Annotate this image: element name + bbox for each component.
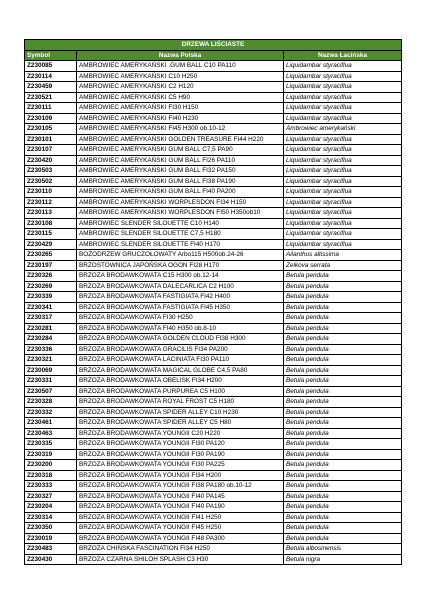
table-row xyxy=(25,176,402,187)
cell-polish-name: BRZOZA BRODAWKOWATA LACINIATA FI30 PA110 xyxy=(77,355,284,366)
cell-polish-name: BRZOZA BRODAWKOWATA MAGICAL GLOBE C4,5 PA80 xyxy=(77,365,284,376)
cell-symbol: Z230483 xyxy=(25,544,77,555)
cell-latin-name: Betula pendula xyxy=(284,313,402,324)
table-row xyxy=(25,229,402,240)
cell-latin-name: Liquidambar styraciflua xyxy=(284,208,402,219)
cell-polish-name: BRZOZA CHIŃSKA FASCINATION FI34 H250 xyxy=(77,544,284,555)
cell-symbol: Z230069 xyxy=(25,365,77,376)
cell-symbol: Z230109 xyxy=(25,113,77,124)
table-row xyxy=(25,470,402,481)
cell-latin-name: Liquidambar styraciflua xyxy=(284,103,402,114)
cell-polish-name: AMBROWIEC AMERYKAŃSKI C5 H90 xyxy=(77,92,284,103)
table-row xyxy=(25,344,402,355)
table-row xyxy=(25,334,402,345)
table-row xyxy=(25,544,402,555)
cell-polish-name: AMBROWIEC SLENDER SILOUETTE FI40 H170 xyxy=(77,239,284,250)
cell-polish-name: BRZOZA BRODAWKOWATA SPIDER ALLEY C5 H80 xyxy=(77,418,284,429)
table-row xyxy=(25,428,402,439)
cell-symbol: Z230085 xyxy=(25,61,77,72)
cell-latin-name: Liquidambar styraciflua xyxy=(284,229,402,240)
cell-latin-name: Liquidambar styraciflua xyxy=(284,71,402,82)
table-row xyxy=(25,124,402,135)
cell-symbol: Z230327 xyxy=(25,491,77,502)
cell-latin-name: Betula pendula xyxy=(284,292,402,303)
table-row xyxy=(25,523,402,534)
cell-polish-name: AMBROWIEC AMERYKAŃSKI GUM BALL FI40 PA200 xyxy=(77,187,284,198)
cell-symbol: Z230265 xyxy=(25,250,77,261)
table-row xyxy=(25,376,402,387)
cell-latin-name: Betula pendula xyxy=(284,407,402,418)
cell-polish-name: BRZOZA BRODAWKOWATA YOUNGII C20 H220 xyxy=(77,428,284,439)
cell-symbol: Z230420 xyxy=(25,155,77,166)
cell-symbol: Z230107 xyxy=(25,145,77,156)
cell-polish-name: AMBROWIEC AMERYKAŃSKI FI40 H230 xyxy=(77,113,284,124)
table-row xyxy=(25,155,402,166)
cell-symbol: Z230318 xyxy=(25,470,77,481)
cell-latin-name: Liquidambar styraciflua xyxy=(284,134,402,145)
cell-latin-name: Betula pendula xyxy=(284,334,402,345)
table-body xyxy=(25,61,402,565)
cell-polish-name: BRZOZA BRODAWKOWATA YOUNGII FI41 H250 xyxy=(77,512,284,523)
table-title: DRZEWA LIŚCIASTE xyxy=(25,40,402,51)
cell-polish-name: AMBROWIEC AMERYKAŃSKI GUM BALL C7,5 PA90 xyxy=(77,145,284,156)
cell-polish-name: BRZOZA BRODAWKOWATA YOUNGII FI30 PA225 xyxy=(77,460,284,471)
table-row xyxy=(25,313,402,324)
table-row xyxy=(25,92,402,103)
cell-latin-name: Liquidambar styraciflua xyxy=(284,176,402,187)
cell-polish-name: AMBROWIEC AMERYKAŃSKI FI45 H300 ob.10-12 xyxy=(77,124,284,135)
cell-polish-name: AMBROWIEC AMERYKAŃSKI GUM BALL FI26 PA110 xyxy=(77,155,284,166)
table-row xyxy=(25,281,402,292)
cell-symbol: Z230502 xyxy=(25,176,77,187)
cell-symbol: Z230332 xyxy=(25,407,77,418)
cell-symbol: Z230204 xyxy=(25,502,77,513)
cell-latin-name: Liquidambar styraciflua xyxy=(284,166,402,177)
cell-polish-name: BRZOZA BRODAWKOWATA FASTIGIATA FI42 H400 xyxy=(77,292,284,303)
cell-symbol: Z230101 xyxy=(25,134,77,145)
cell-symbol: Z230115 xyxy=(25,229,77,240)
cell-polish-name: BOŻODRZEW GRUCZOŁOWATY Arbo115 H500ob.24-26 xyxy=(77,250,284,261)
table-row xyxy=(25,292,402,303)
table-row xyxy=(25,397,402,408)
cell-symbol: Z230314 xyxy=(25,512,77,523)
cell-symbol: Z230461 xyxy=(25,418,77,429)
cell-polish-name: BRZOZA BRODAWKOWATA YOUNGII FI30 PA120 xyxy=(77,439,284,450)
table-row xyxy=(25,187,402,198)
cell-latin-name: Ambrowiec amerykański xyxy=(284,124,402,135)
cell-symbol: Z230429 xyxy=(25,239,77,250)
column-header-symbol: Symbol xyxy=(25,50,77,61)
cell-symbol: Z230339 xyxy=(25,292,77,303)
cell-polish-name: BRZOZA BRODAWKOWATA OBELISK FI34 H200 xyxy=(77,376,284,387)
cell-symbol: Z230111 xyxy=(25,103,77,114)
table-row xyxy=(25,82,402,93)
table-row xyxy=(25,512,402,523)
cell-polish-name: BRZOZA BRODAWKOWATA YOUNGII FI45 H250 xyxy=(77,523,284,534)
cell-latin-name: Betula albosinensis xyxy=(284,544,402,555)
cell-latin-name: Liquidambar styraciflua xyxy=(284,92,402,103)
cell-symbol: Z230463 xyxy=(25,428,77,439)
table-row xyxy=(25,260,402,271)
table-row xyxy=(25,439,402,450)
cell-latin-name: Betula pendula xyxy=(284,533,402,544)
cell-polish-name: AMBROWIEC SLENDER SILOUETTE C10 H140 xyxy=(77,218,284,229)
column-header-latin-name: Nazwa Łacińska xyxy=(284,50,402,61)
cell-latin-name: Zelkova serrata xyxy=(284,260,402,271)
cell-latin-name: Betula pendula xyxy=(284,386,402,397)
cell-latin-name: Betula pendula xyxy=(284,481,402,492)
table-row xyxy=(25,103,402,114)
table-row xyxy=(25,449,402,460)
table-row xyxy=(25,418,402,429)
cell-polish-name: BRZOZA BRODAWKOWATA GRACILIS FI34 PA200 xyxy=(77,344,284,355)
table-row xyxy=(25,481,402,492)
cell-symbol: Z230328 xyxy=(25,397,77,408)
table-row xyxy=(25,533,402,544)
cell-polish-name: BRZOZA BRODAWKOWATA C15 H300 ob.12-14 xyxy=(77,271,284,282)
price-list-table xyxy=(24,39,402,565)
cell-symbol: Z230200 xyxy=(25,460,77,471)
cell-symbol: Z230284 xyxy=(25,334,77,345)
table-row xyxy=(25,250,402,261)
cell-polish-name: BRZOZA BRODAWKOWATA ROYAL FROST C5 H180 xyxy=(77,397,284,408)
cell-polish-name: BRZOZA BRODAWKOWATA FASTIGIATA FI45 H350 xyxy=(77,302,284,313)
cell-latin-name: Betula pendula xyxy=(284,397,402,408)
table-row xyxy=(25,365,402,376)
cell-latin-name: Ailanthus altissima xyxy=(284,250,402,261)
cell-symbol: Z230331 xyxy=(25,376,77,387)
table-row xyxy=(25,166,402,177)
table-row xyxy=(25,460,402,471)
table-row xyxy=(25,218,402,229)
cell-latin-name: Betula pendula xyxy=(284,376,402,387)
cell-latin-name: Liquidambar styraciflua xyxy=(284,197,402,208)
cell-polish-name: AMBROWIEC AMERYKAŃSKI C2 H120 xyxy=(77,82,284,93)
cell-latin-name: Liquidambar styraciflua xyxy=(284,82,402,93)
table-row xyxy=(25,271,402,282)
cell-symbol: Z230335 xyxy=(25,439,77,450)
table-row xyxy=(25,145,402,156)
cell-latin-name: Liquidambar styraciflua xyxy=(284,113,402,124)
cell-symbol: Z230113 xyxy=(25,208,77,219)
cell-symbol: Z230333 xyxy=(25,481,77,492)
cell-latin-name: Liquidambar styraciflua xyxy=(284,155,402,166)
cell-polish-name: BRZOZA BRODAWKOWATA FI40 H350 ob.8-10 xyxy=(77,323,284,334)
cell-polish-name: BRZOZA BRODAWKOWATA YOUNGII FI34 H200 xyxy=(77,470,284,481)
table-row xyxy=(25,491,402,502)
cell-polish-name: BRZOZA BRODAWKOWATA YOUNGII FI40 PA190 xyxy=(77,502,284,513)
cell-symbol: Z230521 xyxy=(25,92,77,103)
cell-symbol: Z230503 xyxy=(25,166,77,177)
cell-latin-name: Betula pendula xyxy=(284,523,402,534)
cell-latin-name: Liquidambar styraciflua xyxy=(284,187,402,198)
cell-polish-name: BRZOZA CZARNA SHILOH SPLASH C3 H30 xyxy=(77,554,284,565)
cell-polish-name: AMBROWIEC AMERYKAŃSKI WORPLESDON FI34 H150 xyxy=(77,197,284,208)
cell-polish-name: BRZOZA BRODAWKOWATA SPIDER ALLEY C10 H230 xyxy=(77,407,284,418)
cell-latin-name: Liquidambar styraciflua xyxy=(284,239,402,250)
cell-latin-name: Betula pendula xyxy=(284,281,402,292)
cell-polish-name: BRZOZA BRODAWKOWATA FI30 H250 xyxy=(77,313,284,324)
table-row xyxy=(25,323,402,334)
cell-symbol: Z230319 xyxy=(25,449,77,460)
cell-polish-name: AMBROWIEC AMERYKAŃSKI WORPLESDON FI50 H350ob10 xyxy=(77,208,284,219)
table-title-row xyxy=(25,40,402,51)
cell-polish-name: AMBROWIEC AMERYKAŃSKI GUM BALL FI32 PA150 xyxy=(77,166,284,177)
table-row xyxy=(25,302,402,313)
cell-symbol: Z230112 xyxy=(25,197,77,208)
table-header-row xyxy=(25,50,402,61)
cell-symbol: Z230197 xyxy=(25,260,77,271)
cell-polish-name: BRZOZA BRODAWKOWATA DALECARLICA C2 H100 xyxy=(77,281,284,292)
cell-polish-name: AMBROWIEC AMERYKAŃSKI .GUM BALL C10 PA110 xyxy=(77,61,284,72)
cell-symbol: Z230430 xyxy=(25,554,77,565)
cell-latin-name: Betula pendula xyxy=(284,302,402,313)
table-row xyxy=(25,554,402,565)
cell-symbol: Z230019 xyxy=(25,533,77,544)
cell-polish-name: AMBROWIEC SLENDER SILOUETTE C7,5 H180 xyxy=(77,229,284,240)
table-row xyxy=(25,355,402,366)
cell-symbol: Z230350 xyxy=(25,523,77,534)
cell-polish-name: BRZOSTOWNICA JAPOŃSKA OGON FI28 H170 xyxy=(77,260,284,271)
table-row xyxy=(25,386,402,397)
table-row xyxy=(25,113,402,124)
cell-latin-name: Betula pendula xyxy=(284,323,402,334)
cell-latin-name: Betula pendula xyxy=(284,365,402,376)
table-row xyxy=(25,134,402,145)
cell-symbol: Z230105 xyxy=(25,124,77,135)
cell-polish-name: BRZOZA BRODAWKOWATA GOLDEN CLOUD FI38 H300 xyxy=(77,334,284,345)
cell-latin-name: Betula pendula xyxy=(284,344,402,355)
cell-symbol: Z230269 xyxy=(25,281,77,292)
cell-symbol: Z230459 xyxy=(25,82,77,93)
cell-symbol: Z230321 xyxy=(25,355,77,366)
cell-polish-name: BRZOZA BRODAWKOWATA YOUNGII FI38 PA180 ob.10-12 xyxy=(77,481,284,492)
cell-latin-name: Betula pendula xyxy=(284,512,402,523)
cell-symbol: Z230336 xyxy=(25,344,77,355)
table-row xyxy=(25,197,402,208)
cell-polish-name: AMBROWIEC AMERYKAŃSKI GOLDEN TREASURE FI44 H220 xyxy=(77,134,284,145)
cell-latin-name: Betula pendula xyxy=(284,355,402,366)
table-row xyxy=(25,407,402,418)
cell-latin-name: Liquidambar styraciflua xyxy=(284,61,402,72)
cell-latin-name: Betula pendula xyxy=(284,460,402,471)
cell-polish-name: AMBROWIEC AMERYKAŃSKI GUM BALL FI38 PA190 xyxy=(77,176,284,187)
cell-symbol: Z230317 xyxy=(25,313,77,324)
table-row xyxy=(25,502,402,513)
cell-symbol: Z230341 xyxy=(25,302,77,313)
cell-latin-name: Betula pendula xyxy=(284,449,402,460)
cell-symbol: Z230110 xyxy=(25,187,77,198)
table-row xyxy=(25,208,402,219)
cell-symbol: Z230114 xyxy=(25,71,77,82)
cell-polish-name: BRZOZA BRODAWKOWATA YOUNGII FI40 PA145 xyxy=(77,491,284,502)
table-row xyxy=(25,71,402,82)
column-header-polish-name: Nazwa Polska xyxy=(77,50,284,61)
cell-polish-name: BRZOZA BRODAWKOWATA PURPUREA C5 H100 xyxy=(77,386,284,397)
cell-symbol: Z230326 xyxy=(25,271,77,282)
cell-polish-name: BRZOZA BRODAWKOWATA YOUNGII FI30 PA190 xyxy=(77,449,284,460)
cell-symbol: Z230108 xyxy=(25,218,77,229)
cell-polish-name: BRZOZA BRODAWKOWATA YOUNGII FI48 PA300 xyxy=(77,533,284,544)
cell-latin-name: Betula nigra xyxy=(284,554,402,565)
cell-latin-name: Betula pendula xyxy=(284,271,402,282)
cell-symbol: Z230281 xyxy=(25,323,77,334)
page-corner-mark: · xyxy=(26,30,28,35)
cell-latin-name: Betula pendula xyxy=(284,502,402,513)
cell-latin-name: Betula pendula xyxy=(284,470,402,481)
cell-latin-name: Betula pendula xyxy=(284,439,402,450)
cell-polish-name: AMBROWIEC AMERYKAŃSKI FI30 H150 xyxy=(77,103,284,114)
cell-latin-name: Liquidambar styraciflua xyxy=(284,145,402,156)
cell-symbol: Z230507 xyxy=(25,386,77,397)
cell-latin-name: Betula pendula xyxy=(284,491,402,502)
cell-latin-name: Liquidambar styraciflua xyxy=(284,218,402,229)
table-row xyxy=(25,239,402,250)
cell-latin-name: Betula pendula xyxy=(284,418,402,429)
table-row xyxy=(25,61,402,72)
cell-latin-name: Betula pendula xyxy=(284,428,402,439)
cell-polish-name: AMBROWIEC AMERYKAŃSKI C10 H250 xyxy=(77,71,284,82)
